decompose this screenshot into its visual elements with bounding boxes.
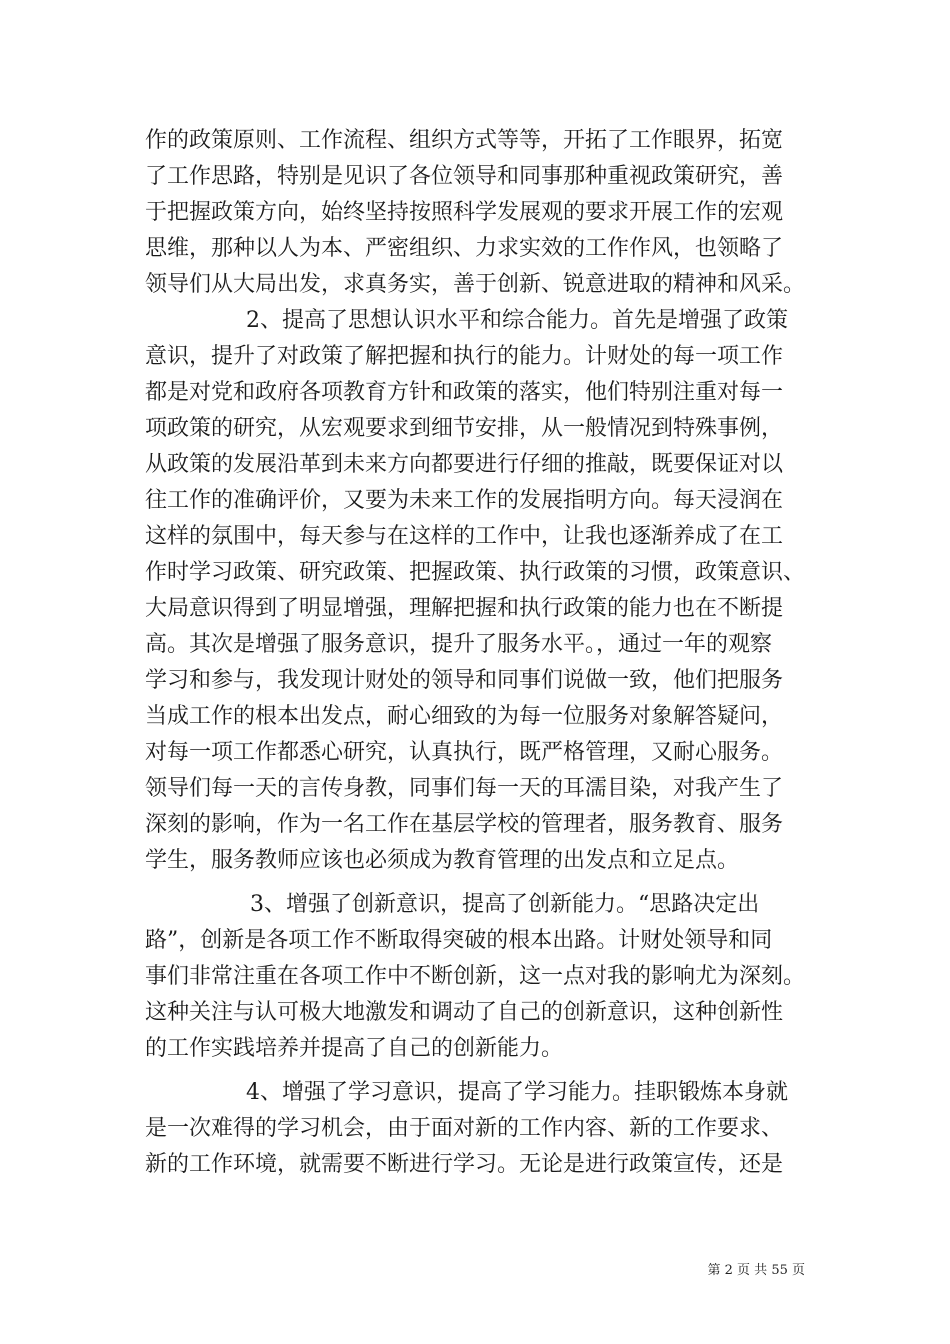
text-line: 往工作的准确评价，又要为未来工作的发展指明方向。每天浸润在 [145,488,784,513]
text-line: 当成工作的根本出发点，耐心细致的为每一位服务对象解答疑问， [145,704,784,729]
paragraph-heading-4: 4、增强了学习意识，提高了学习能力。挂职锻炼本身就 [246,1080,788,1105]
text-line: 是一次难得的学习机会，由于面对新的工作内容、新的工作要求、 [145,1116,784,1141]
text-line: 学习和参与，我发现计财处的领导和同事们说做一致，他们把服务 [145,668,784,693]
text-line: 领导们从大局出发，求真务实，善于创新、锐意进取的精神和风采。 [145,272,806,297]
text-line: 都是对党和政府各项教育方针和政策的落实，他们特别注重对每一 [145,380,784,405]
text-line: 意识，提升了对政策了解把握和执行的能力。计财处的每一项工作 [145,344,784,369]
text-line: 思维，那种以人为本、严密组织、力求实效的工作作风，也领略了 [145,236,784,261]
text-line: 事们非常注重在各项工作中不断创新，这一点对我的影响尤为深刻。 [145,964,806,989]
text-line: 深刻的影响，作为一名工作在基层学校的管理者，服务教育、服务 [145,812,784,837]
text-line: 大局意识得到了明显增强，理解把握和执行政策的能力也在不断提 [145,596,784,621]
text-line: 对每一项工作都悉心研究，认真执行，既严格管理，又耐心服务。 [145,740,784,765]
text-line: 了工作思路，特别是见识了各位领导和同事那种重视政策研究，善 [145,164,784,189]
text-line: 作的政策原则、工作流程、组织方式等等，开拓了工作眼界，拓宽 [145,128,784,153]
text-line: 从政策的发展沿革到未来方向都要进行仔细的推敲，既要保证对以 [145,452,784,477]
text-line: 这种关注与认可极大地激发和调动了自己的创新意识，这种创新性 [145,1000,784,1025]
text-line: 作时学习政策、研究政策、把握政策、执行政策的习惯，政策意识、 [145,560,806,585]
text-line: 的工作实践培养并提高了自己的创新能力。 [145,1036,564,1061]
text-line: 领导们每一天的言传身教，同事们每一天的耳濡目染，对我产生了 [145,776,784,801]
text-line: 于把握政策方向，始终坚持按照科学发展观的要求开展工作的宏观 [145,200,784,225]
text-line: 这样的氛围中，每天参与在这样的工作中，让我也逐渐养成了在工 [145,524,784,549]
text-line: 学生，服务教师应该也必须成为教育管理的出发点和立足点。 [145,848,740,873]
text-line: 项政策的研究，从宏观要求到细节安排，从一般情况到特殊事例， [145,416,784,441]
paragraph-heading-3: 3、增强了创新意识，提高了创新能力。“思路决定出 [250,892,760,917]
text-line: 路”，创新是各项工作不断取得突破的根本出路。计财处领导和同 [145,928,773,953]
page-number: 第 2 页 共 55 页 [707,1263,805,1278]
text-line: 高。其次是增强了服务意识，提升了服务水平。，通过一年的观察 [145,632,773,657]
text-line: 新的工作环境，就需要不断进行学习。无论是进行政策宣传，还是 [145,1152,784,1177]
paragraph-heading-2: 2、提高了思想认识水平和综合能力。首先是增强了政策 [246,308,788,333]
